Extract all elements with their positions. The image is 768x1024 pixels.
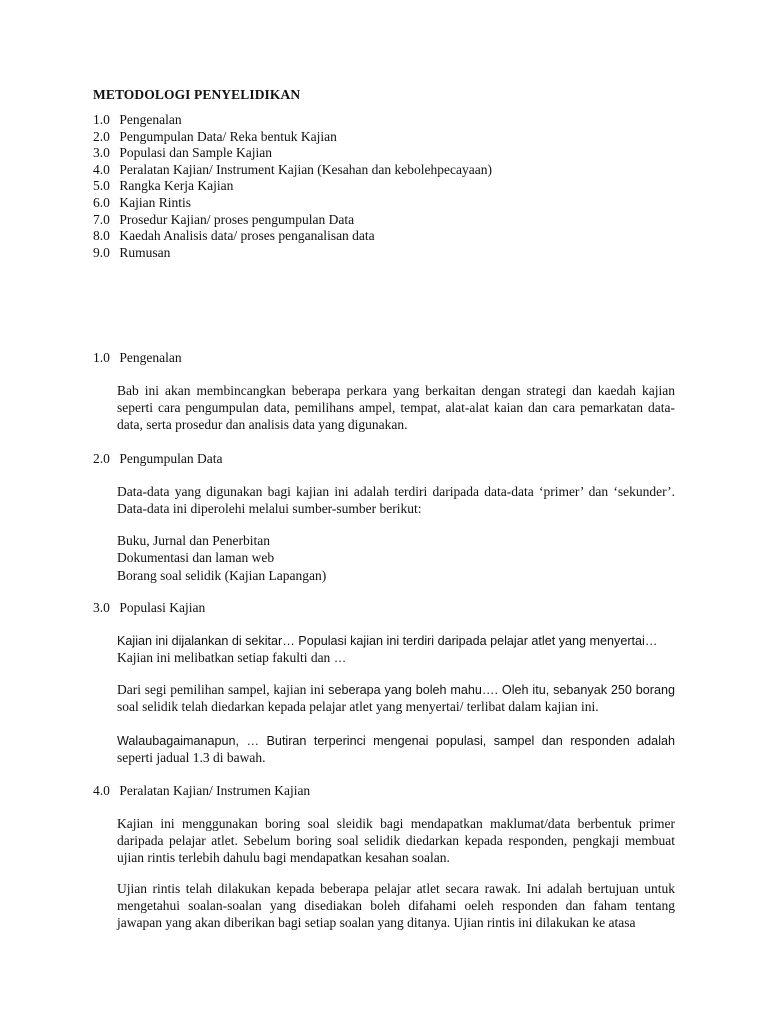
toc-item [93,129,492,146]
toc-item [93,212,492,229]
paragraph-line [117,650,675,667]
toc-item [93,195,492,212]
section-3-paragraph-2 [117,682,675,716]
list-item: Dokumentasi dan laman web [117,550,275,566]
section-number: 3.0 [93,600,110,615]
section-title: Populasi Kajian [119,600,206,615]
toc-item-label: Rangka Kerja Kajian [119,178,234,194]
toc-item-label: Prosedur Kajian/ proses pengumpulan Data [119,211,355,227]
paragraph-text: seperti jadual 1.3 di bawah. [117,749,266,765]
section-number: 1.0 [93,350,110,365]
section-2-paragraph: Data-data yang digunakan bagi kajian ini adalah terdiri daripada data-data ‘primer’ dan ‘sekunder’. Data-data ini diperolehi melalui sumber-sumber berikut: [117,484,675,516]
section-title: Pengumpulan Data [119,451,223,466]
toc-item [93,178,492,195]
paragraph-text: Kajian ini melibatkan setiap fakulti dan [117,649,334,665]
section-heading-peralatan-kajian [93,783,310,799]
section-title: Peralatan Kajian/ Instrumen Kajian [119,783,311,798]
toc-item-label: Kajian Rintis [119,194,191,210]
section-heading-pengumpulan-data [93,451,222,467]
toc-item-label: Rumusan [119,244,171,260]
section-3-paragraph-3 [117,733,675,767]
section-3-paragraph-1 [117,633,675,667]
paragraph-line: Kajian ini dijalankan di sekitar… Populasi kajian ini terdiri daripada pelajar atlet yang menyertai… [117,634,658,648]
toc-item-label: Pengenalan [119,112,182,127]
section-1-paragraph: Bab ini akan membincangkan beberapa perkara yang berkaitan dengan strategi dan kaedah kajian seperti cara pengumpulan data, pemilihans ampel, tempat, alat-alat kaian dan cara pemarkatan data-data, serta prosedur dan analisis data yang digunakan. [117,383,675,432]
section-heading-populasi-kajian [93,600,205,616]
section-heading-pengenalan [93,350,182,366]
toc-item-number: 3.0 [93,145,110,161]
toc-item-label: Populasi dan Sample Kajian [119,145,272,161]
toc-item [93,162,492,179]
section-number: 4.0 [93,783,110,798]
toc-item-label: Kaedah Analisis data/ proses penganalisan data [119,228,375,244]
list-item: Buku, Jurnal dan Penerbitan [117,533,270,548]
toc-item-number: 2.0 [93,128,110,144]
list-item: Borang soal selidik (Kajian Lapangan) [117,567,327,583]
paragraph-text-sans: seberapa yang boleh mahu…. Oleh itu, sebanyak 250 borang [328,683,675,697]
paragraph-text-sans: Walaubagaimanapun, … Butiran terperinci mengenai populasi, sampel dan responden adalah [117,734,675,748]
toc-item-number: 1.0 [93,112,110,127]
document-title: METODOLOGI PENYELIDIKAN [93,87,301,102]
section-number: 2.0 [93,451,110,466]
paragraph-text: soal selidik telah diedarkan kepada pelajar atlet yang menyertai/ terlibat dalam kajian ini. [117,698,599,714]
toc-item-number: 7.0 [93,211,110,227]
toc-item-number: 9.0 [93,244,110,260]
section-title: Pengenalan [119,350,182,365]
toc-item-number: 5.0 [93,178,110,194]
toc-item [93,145,492,162]
data-sources-list [117,532,326,584]
paragraph-text: Dari segi pemilihan sampel, kajian ini [117,682,329,697]
section-4-paragraph-1: Kajian ini menggunakan boring soal sleidik bagi mendapatkan maklumat/data berbentuk primer daripada pelajar atlet. Sebelum boring soal selidik diedarkan kepada responden, pengkaji membuat ujian rintis terlebih dahulu bagi mendapatkan kesahan soalan. [117,816,675,865]
toc-item-number: 6.0 [93,194,110,210]
ellipsis-text: … [333,650,347,665]
toc-item [93,228,492,245]
toc-item-label: Peralatan Kajian/ Instrument Kajian (Kesahan dan kebolehpecayaan) [119,161,492,177]
section-4-paragraph-2: Ujian rintis telah dilakukan kepada beberapa pelajar atlet secara rawak. Ini adalah bertujuan untuk mengetahui soalan-soalan yang disediakan boleh difahami oeleh responden dan faham tentang jawapan yang akan diberikan bagi setiap soalan yang ditanya. Ujian rintis ini dilakukan ke atasa [117,881,675,930]
toc-item-number: 8.0 [93,228,110,244]
toc-item [93,245,492,262]
toc-item-number: 4.0 [93,161,110,177]
table-of-contents [93,112,492,261]
toc-item-label: Pengumpulan Data/ Reka bentuk Kajian [119,128,337,144]
toc-item [93,112,492,129]
